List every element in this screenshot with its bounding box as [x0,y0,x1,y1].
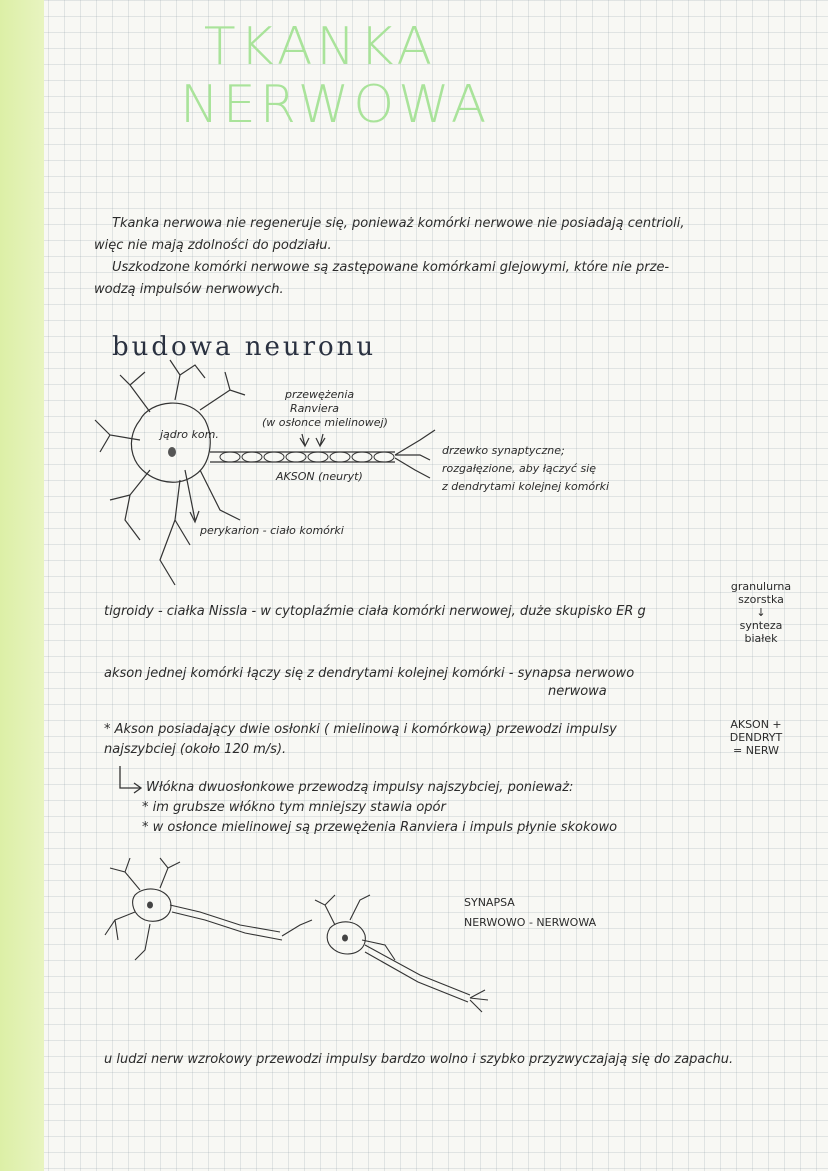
label-ranvier-name: Ranviera [290,402,339,415]
note-final: u ludzi nerw wzrokowy przewodzi impulsy bardzo wolno i szybko przyzwyczajają się do zapachu. [104,1052,734,1067]
section-heading: budowa neuronu [112,332,377,362]
note-synapse-2: nerwowa [548,684,607,699]
title-line-2: NERWOWA [180,75,491,135]
label-ranvier-note: (w osłonce mielinowej) [262,416,388,429]
label-tree-2: rozgałęzione, aby łączyć się [442,462,597,475]
synapse-label-2: NERWOWO - NERWOWA [464,916,597,929]
note-bullet-2: * w osłonce mielinowej są przewężenia Ranviera i impuls płynie skokowo [142,820,618,835]
side-axon-2: DENDRYT [729,731,783,744]
side-arrow: ↓ [756,606,766,619]
synapse-label-1: SYNAPSA [464,896,515,909]
side-synth-1: synteza [739,619,783,632]
title-line-1: TKANKA [203,17,437,77]
note-axon-fast-2: najszybciej (około 120 m/s). [104,742,287,757]
note-tigroid: tigroidy - ciałka Nissla - w cytoplaźmie ciała komórki nerwowej, duże skupisko ER g [104,604,646,619]
note-axon-fast-1: * Akson posiadający dwie osłonki ( mielinową i komórkową) przewodzi impulsy [104,722,617,737]
label-tree-1: drzewko synaptyczne; [442,444,565,457]
note-fibers: Włókna dwuosłonkowe przewodzą impulsy najszybciej, ponieważ: [146,780,574,795]
label-ranvier-title: przewężenia [285,388,355,401]
side-axon-1: AKSON + [730,718,782,731]
label-perikaryon: perykarion - ciało komórki [200,524,344,537]
intro-line-3: Uszkodzone komórki nerwowe są zastępowane komórkami glejowymi, które nie prze- [112,260,670,275]
note-bullet-1: * im grubsze włókno tym mniejszy stawia opór [142,800,446,815]
side-note-granular [706,580,816,645]
side-granular-2: szorstka [738,593,784,606]
side-granular-1: granulurna [730,580,792,593]
side-note-axon [706,718,806,757]
side-synth-2: białek [744,632,778,645]
side-axon-3: = NERW [733,744,779,757]
intro-line-1: Tkanka nerwowa nie regeneruje się, ponieważ komórki nerwowe nie posiadają centrioli, [112,216,685,231]
intro-line-2: więc nie mają zdolności do podziału. [94,238,332,253]
label-nucleus: jądro kom. [160,428,219,441]
note-synapse: akson jednej komórki łączy się z dendrytami kolejnej komórki - synapsa nerwowo [104,666,635,681]
label-tree-3: z dendrytami kolejnej komórki [442,480,610,493]
label-axon: AKSON (neuryt) [276,470,363,483]
intro-line-4: wodzą impulsów nerwowych. [94,282,284,297]
